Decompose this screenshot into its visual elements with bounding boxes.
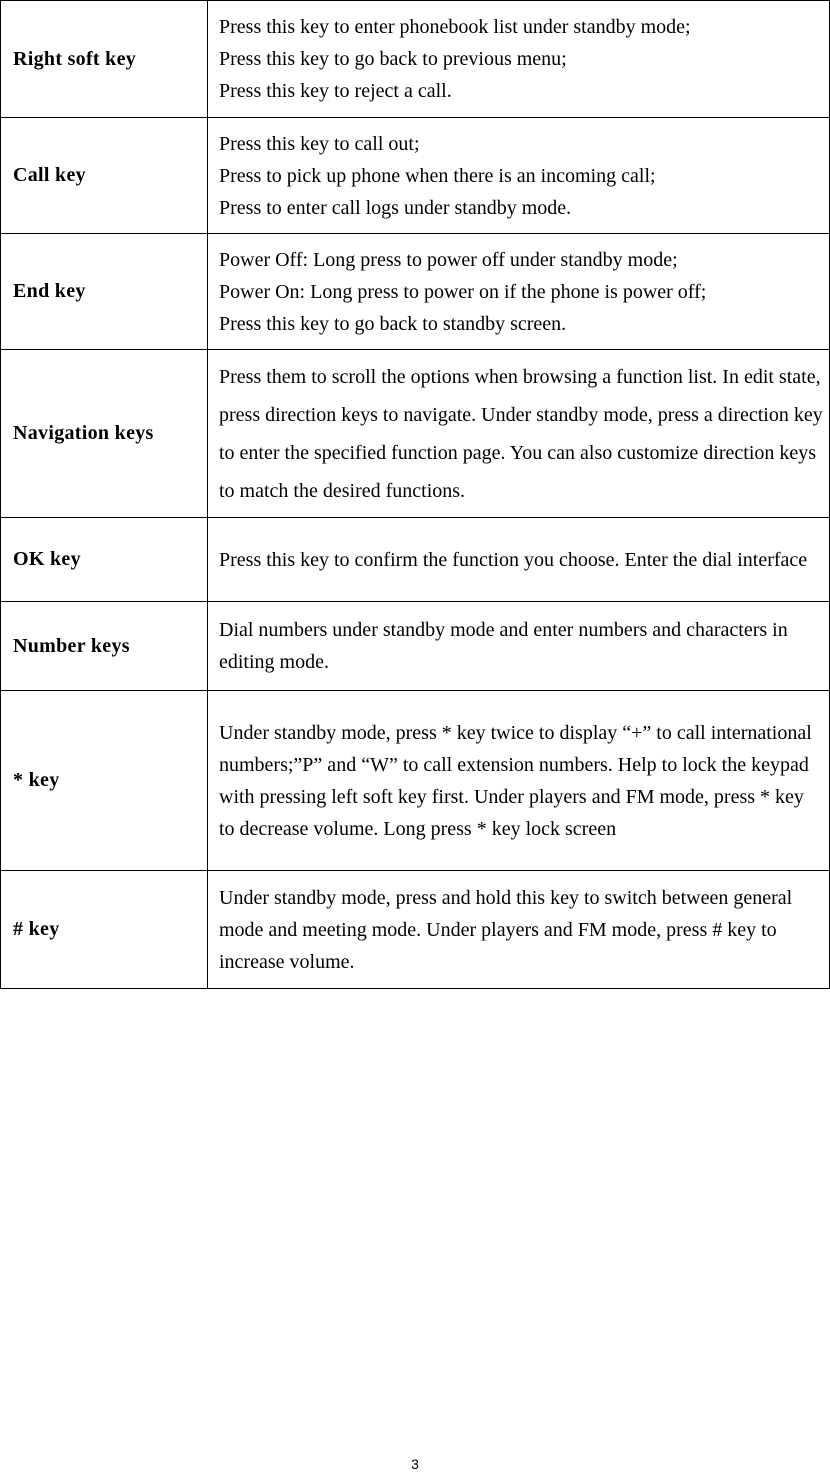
table-row-hash-key	[1, 871, 830, 989]
description-line: Press this key to go back to standby screen.	[219, 312, 567, 335]
key-name-cell: End key	[1, 234, 208, 350]
table-row-navigation-keys	[1, 350, 830, 518]
description-text: Under standby mode, press and hold this key to switch between general mode and meeting mode. Under players and FM mode, press # key to increase volume.	[219, 886, 793, 973]
description-line: Power On: Long press to power on if the phone is power off;	[219, 280, 707, 303]
description-text: Dial numbers under standby mode and enter numbers and characters in editing mode.	[219, 619, 788, 673]
description-line: Press this key to reject a call.	[219, 80, 452, 102]
key-name-cell: Right soft key	[1, 1, 208, 118]
description-line: Power Off: Long press to power off under standby mode;	[219, 248, 678, 271]
table-row-star-key	[1, 691, 830, 871]
table-row-ok-key	[1, 518, 830, 602]
key-name-cell: OK key	[1, 518, 208, 602]
description-line: Press this key to go back to previous menu;	[219, 48, 567, 70]
description-text: Under standby mode, press * key twice to display “+” to call international numbers;”P” and “W” to call extension numbers. Help to lock the keypad with pressing left soft key first. Under players and FM mode, press * key to decrease volume. Long press * key lock screen	[219, 721, 812, 840]
description-line: Press to pick up phone when there is an incoming call;	[219, 164, 656, 187]
page-number: 3	[411, 1456, 419, 1472]
key-description-cell	[208, 234, 830, 350]
table-row-number-keys	[1, 602, 830, 691]
key-name-cell: Call key	[1, 118, 208, 234]
description-line: Press to enter call logs under standby mode.	[219, 196, 572, 219]
key-description-cell	[208, 1, 830, 118]
key-name-cell: # key	[1, 871, 208, 989]
table-row-right-soft-key	[1, 1, 830, 118]
description-line: Press this key to call out;	[219, 132, 420, 155]
key-description-cell	[208, 518, 830, 602]
key-description-cell	[208, 871, 830, 989]
key-description-cell	[208, 602, 830, 691]
key-name-cell: Number keys	[1, 602, 208, 691]
description-text: Press this key to confirm the function you choose. Enter the dial interface	[219, 548, 808, 571]
table-row-call-key	[1, 118, 830, 234]
key-name-cell: Navigation keys	[1, 350, 208, 518]
key-name-cell: * key	[1, 691, 208, 871]
key-description-cell	[208, 118, 830, 234]
key-description-cell	[208, 691, 830, 871]
description-line: Press this key to enter phonebook list under standby mode;	[219, 16, 691, 38]
key-description-cell	[208, 350, 830, 518]
description-text: Press them to scroll the options when browsing a function list. In edit state, press direction keys to navigate. Under standby mode, press a direction key to enter the specified function page. You can also customize direction keys to match the desired functions.	[219, 365, 823, 502]
table-row-end-key	[1, 234, 830, 350]
